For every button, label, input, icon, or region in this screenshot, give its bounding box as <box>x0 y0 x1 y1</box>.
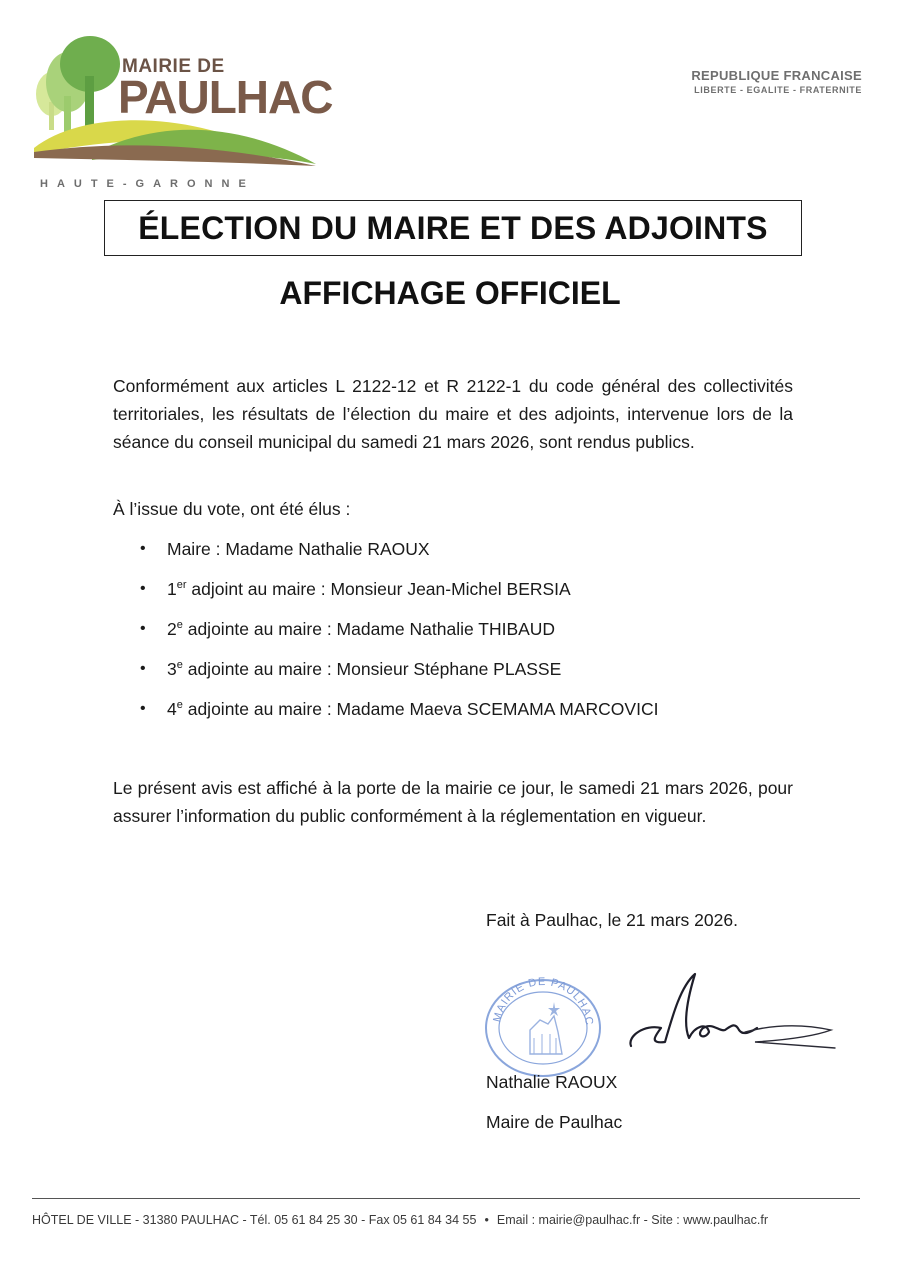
list-item <box>140 655 658 695</box>
elected-list <box>140 535 658 735</box>
elected-rank-suffix: e <box>176 619 183 631</box>
closing-paragraph: Le présent avis est affiché à la porte de la mairie ce jour, le samedi 21 mars 2026, pour assurer l’information du public conformément à la réglementation en vigueur. <box>113 778 793 826</box>
document-title: ÉLECTION DU MAIRE ET DES ADJOINTS <box>138 209 768 246</box>
logo-mairie-de: MAIRIE DE <box>122 56 225 77</box>
logo-paulhac: PAULHAC <box>118 71 333 123</box>
elected-rank: 2 <box>167 619 177 639</box>
footer-contact: Email : mairie@paulhac.fr - Site : www.paulhac.fr <box>496 1213 768 1227</box>
list-item <box>140 535 658 575</box>
signatory-role: Maire de Paulhac <box>486 1112 623 1132</box>
list-item <box>140 615 658 655</box>
elected-role: adjointe au maire : Monsieur Stéphane PLASSE <box>182 659 562 679</box>
footer-bullet: • <box>484 1213 489 1227</box>
list-item <box>140 575 658 615</box>
mairie-logo <box>32 36 332 196</box>
logo-haute-garonne: HAUTE-GARONNE <box>40 178 255 190</box>
republique-header <box>691 68 862 95</box>
elected-role: adjointe au maire : Madame Nathalie THIBAUD <box>182 619 556 639</box>
elected-role: adjoint au maire : Monsieur Jean-Michel BERSIA <box>186 579 571 599</box>
elected-rank: 3 <box>167 659 177 679</box>
title-box <box>104 200 802 256</box>
place-date: Fait à Paulhac, le 21 mars 2026. <box>486 910 738 930</box>
footer-divider <box>32 1198 860 1199</box>
svg-text:MAIRIE DE PAULHAC: MAIRIE DE PAULHAC <box>491 975 596 1027</box>
elected-rank: 4 <box>167 699 177 719</box>
elected-rank: 1 <box>167 579 177 599</box>
elected-rank-suffix: er <box>176 579 187 591</box>
devise: LIBERTE - EGALITE - FRATERNITE <box>694 85 862 95</box>
signature-icon <box>625 966 840 1061</box>
list-item <box>140 695 658 735</box>
official-stamp-icon <box>482 972 604 1078</box>
elected-role: Maire : Madame Nathalie RAOUX <box>167 539 430 559</box>
signatory-name: Nathalie RAOUX <box>486 1072 618 1092</box>
document-subtitle: AFFICHAGE OFFICIEL <box>279 275 621 311</box>
intro-paragraph: Conformément aux articles L 2122-12 et R 2122-1 du code général des collectivités territoriales, les résultats de l’élection du maire et des adjoints, intervenue lors de la séance du conseil municipal du samedi 21 mars 2026, sont rendus publics. <box>113 376 793 452</box>
footer <box>32 1213 768 1227</box>
elected-intro: À l’issue du vote, ont été élus : <box>113 499 351 519</box>
elected-rank-suffix: e <box>176 659 183 671</box>
republique-francaise: REPUBLIQUE FRANCAISE <box>691 68 862 83</box>
elected-role: adjointe au maire : Madame Maeva SCEMAMA MARCOVICI <box>182 699 659 719</box>
elected-rank-suffix: e <box>176 699 183 711</box>
footer-address: HÔTEL DE VILLE - 31380 PAULHAC - Tél. 05 61 84 25 30 - Fax 05 61 84 34 55 <box>32 1213 477 1227</box>
